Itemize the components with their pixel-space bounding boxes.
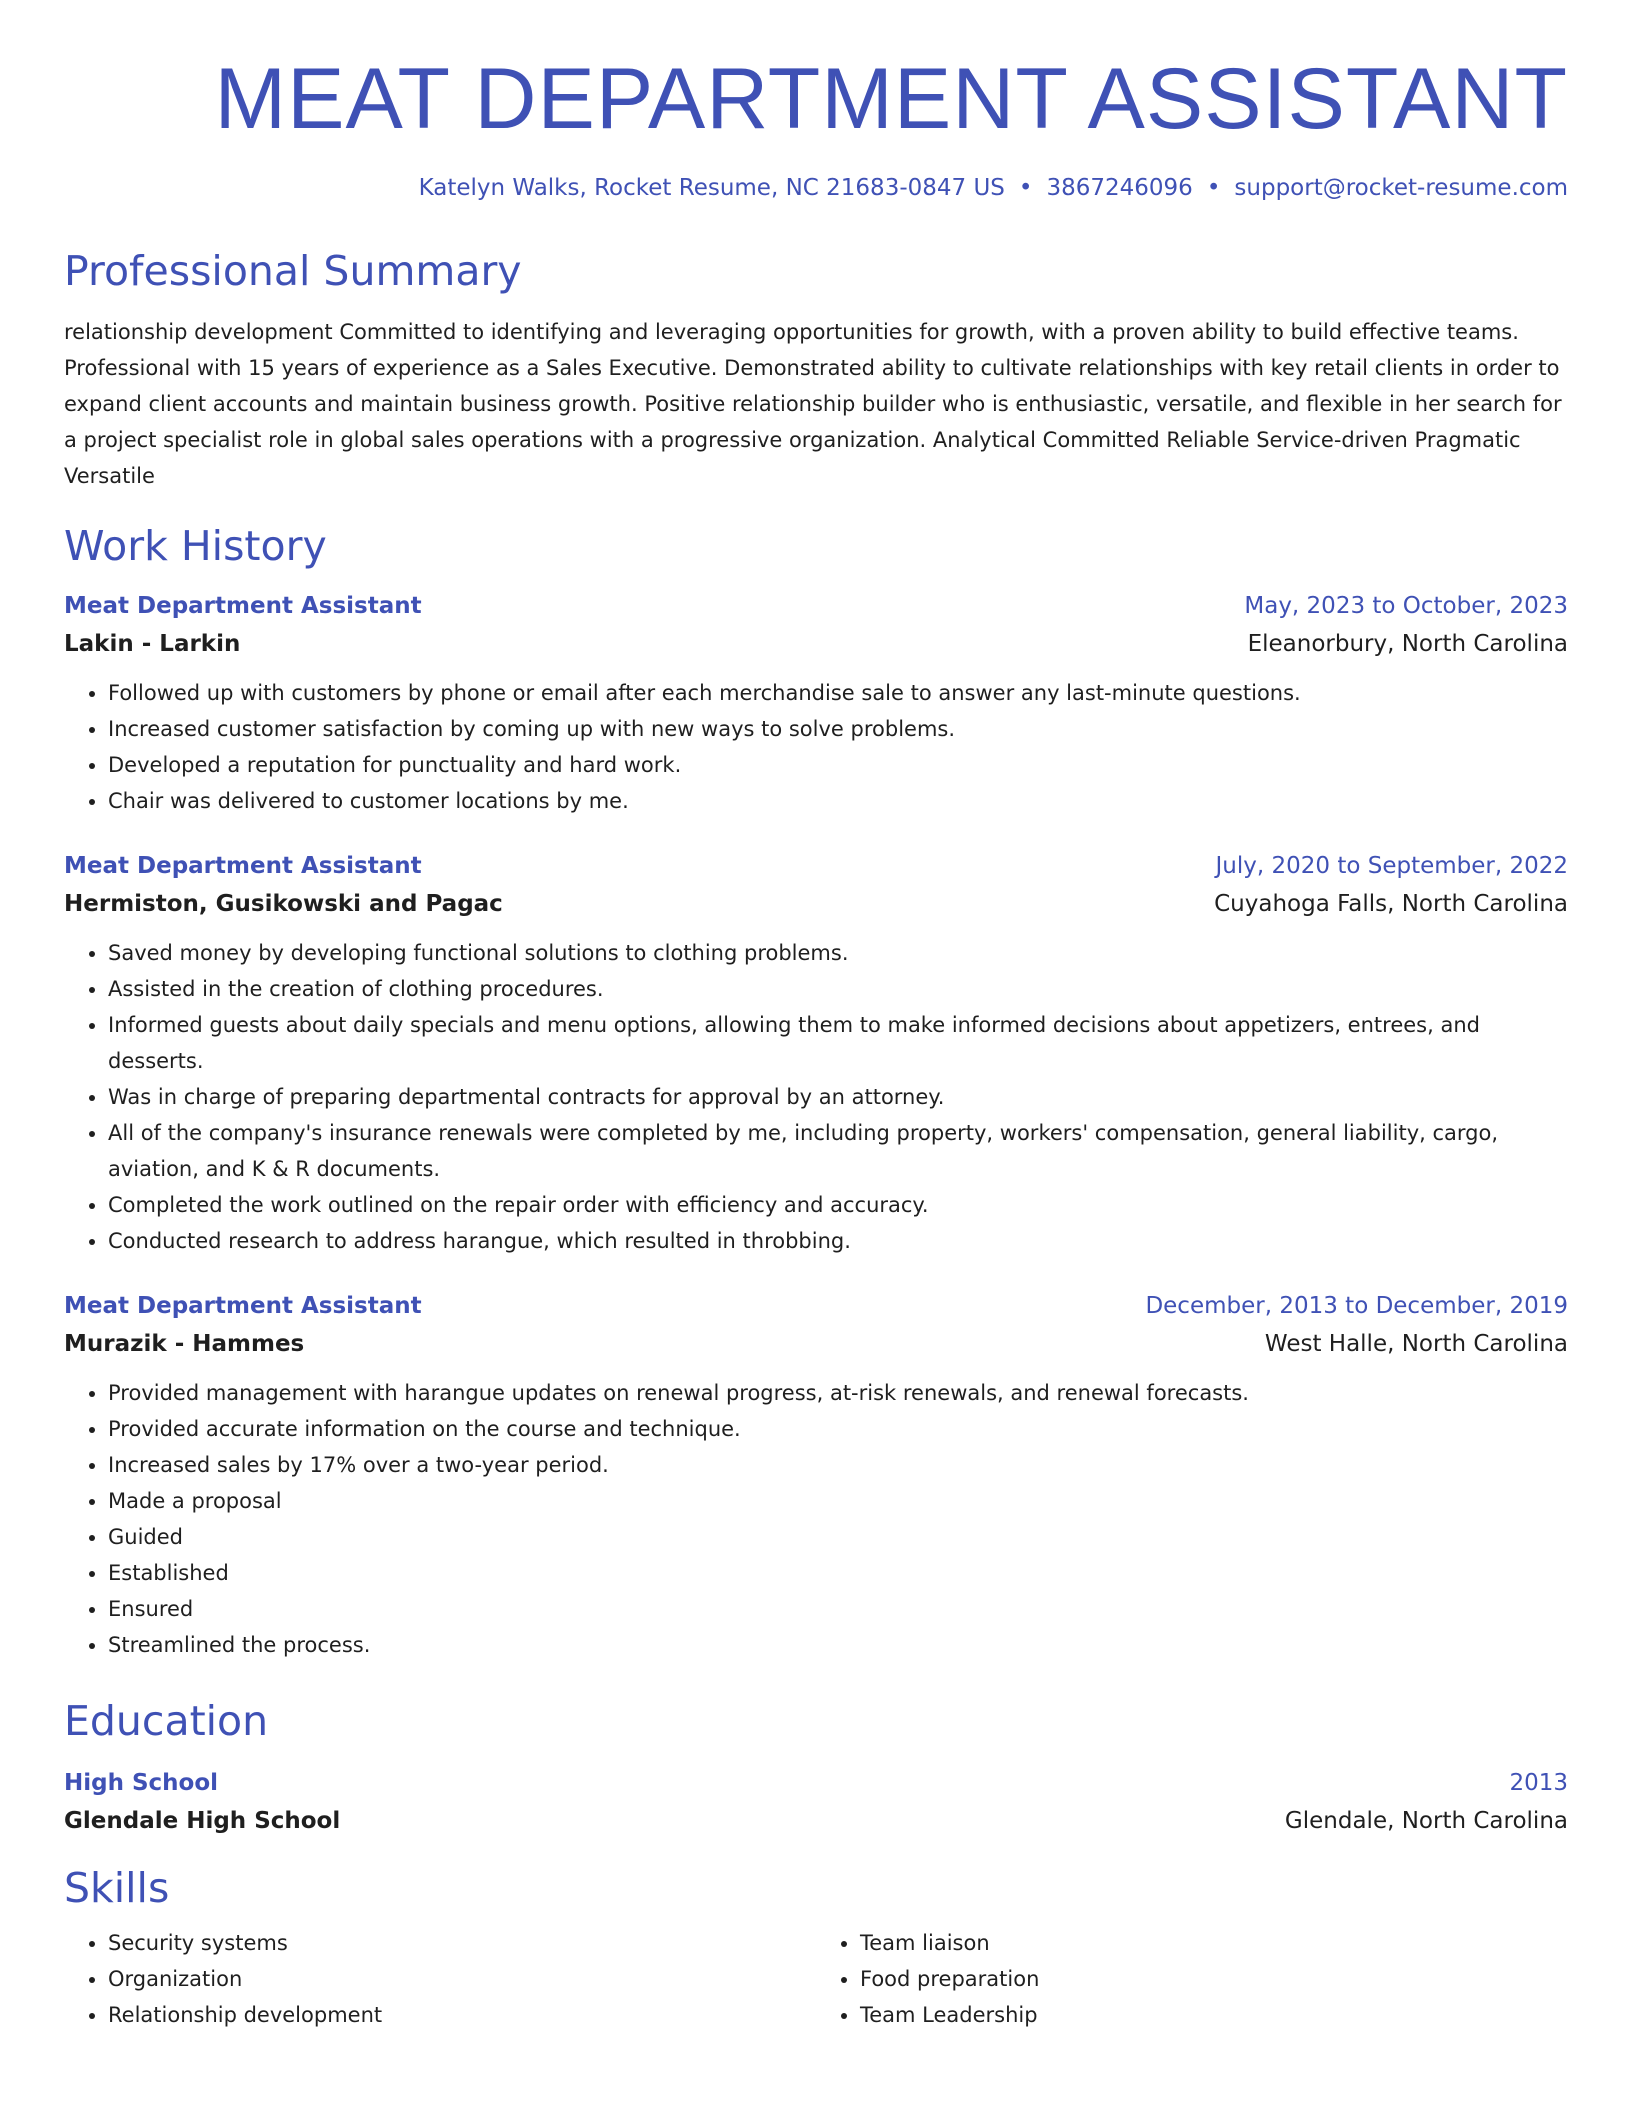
job-bullets [64,935,1568,1259]
job-bullet: • Informed guests about daily specials and menu options, allowing them to make informed decisions about appetizers, entrees, and desserts. [108,1007,1568,1079]
job-entry [64,853,1568,1259]
job-dates: July, 2020 to September, 2022 [1215,852,1568,879]
education-degree: High School [64,1770,219,1797]
skill-item: • Team Leadership [860,1997,1568,2033]
contact-phone: 3867246096 [1046,174,1193,201]
job-bullet: • Developed a reputation for punctuality and hard work. [108,747,1568,783]
job-role: Meat Department Assistant [64,592,422,619]
job-bullet: • Provided management with harangue updates on renewal progress, at-risk renewals, and renewal forecasts. [108,1375,1568,1411]
job-company: Lakin - Larkin [64,630,241,657]
education-school: Glendale High School [64,1808,341,1835]
skills-column-right [816,1925,1568,2033]
skill-item: • Relationship development [108,1997,816,2033]
job-bullet: • Established [108,1555,1568,1591]
job-entry [64,1293,1568,1663]
education-year: 2013 [1509,1770,1568,1797]
job-location: West Halle, North Carolina [1264,1330,1568,1357]
job-role: Meat Department Assistant [64,852,422,879]
contact-email: support@rocket-resume.com [1234,174,1568,201]
contact-separator: • [1018,174,1033,201]
education-heading: Education [64,1696,269,1745]
job-bullet: • Streamlined the process. [108,1627,1568,1663]
education-entry [64,1770,1568,1834]
work-history-heading: Work History [64,521,327,570]
summary-text: relationship development Committed to identifying and leveraging opportunities for growth, with a proven ability to build effective teams. Professional with 15 years of experience as a Sales Executive. Demonstrated ability to cultivate relationships with key retail clients in order to expand client accounts and maintain business growth. Positive relationship builder who is enthusiastic, versatile, and flexible in her search for a project specialist role in global sales operations with a progressive organization. Analytical Committed Reliable Service-driven Pragmatic Versatile [64,319,1562,488]
job-bullet: • Increased sales by 17% over a two-year period. [108,1447,1568,1483]
job-entry [64,593,1568,819]
job-bullet: • Completed the work outlined on the repair order with efficiency and accuracy. [108,1187,1568,1223]
skills-heading: Skills [64,1864,170,1913]
job-role: Meat Department Assistant [64,1292,422,1319]
job-location: Eleanorbury, North Carolina [1247,630,1568,657]
skill-item: • Food preparation [860,1961,1568,1997]
job-bullet: • Made a proposal [108,1483,1568,1519]
job-bullets [64,675,1568,819]
job-bullet: • Assisted in the creation of clothing procedures. [108,971,1568,1007]
job-bullet: • Was in charge of preparing departmental contracts for approval by an attorney. [108,1079,1568,1115]
job-bullet: • Guided [108,1519,1568,1555]
skill-item: • Organization [108,1961,816,1997]
job-bullet: • Followed up with customers by phone or email after each merchandise sale to answer any last-minute questions. [108,675,1568,711]
skills-column-left [64,1925,816,2033]
job-bullet: • Provided accurate information on the course and technique. [108,1411,1568,1447]
job-bullet: • Ensured [108,1591,1568,1627]
skill-item: • Team liaison [860,1925,1568,1961]
job-bullet: • Chair was delivered to customer locations by me. [108,783,1568,819]
contact-address: Katelyn Walks, Rocket Resume, NC 21683-0847 US [418,174,1005,201]
summary-heading: Professional Summary [64,246,522,295]
resume-title: MEAT DEPARTMENT ASSISTANT [214,51,1568,147]
job-company: Murazik - Hammes [64,1330,305,1357]
job-bullet: • Conducted research to address harangue, which resulted in throbbing. [108,1223,1568,1259]
job-bullet: • Saved money by developing functional solutions to clothing problems. [108,935,1568,971]
job-company: Hermiston, Gusikowski and Pagac [64,890,503,917]
job-bullets [64,1375,1568,1663]
contact-line [64,175,1568,201]
job-location: Cuyahoga Falls, North Carolina [1214,890,1568,917]
skills-list [64,1925,1568,2033]
job-dates: May, 2023 to October, 2023 [1244,592,1568,619]
job-dates: December, 2013 to December, 2019 [1145,1292,1568,1319]
job-bullet: • Increased customer satisfaction by coming up with new ways to solve problems. [108,711,1568,747]
education-location: Glendale, North Carolina [1284,1808,1568,1835]
skill-item: • Security systems [108,1925,816,1961]
job-bullet: • All of the company's insurance renewals were completed by me, including property, workers' compensation, general liability, cargo, aviation, and K & R documents. [108,1115,1568,1187]
resume-header [64,52,1568,201]
contact-separator: • [1206,174,1221,201]
